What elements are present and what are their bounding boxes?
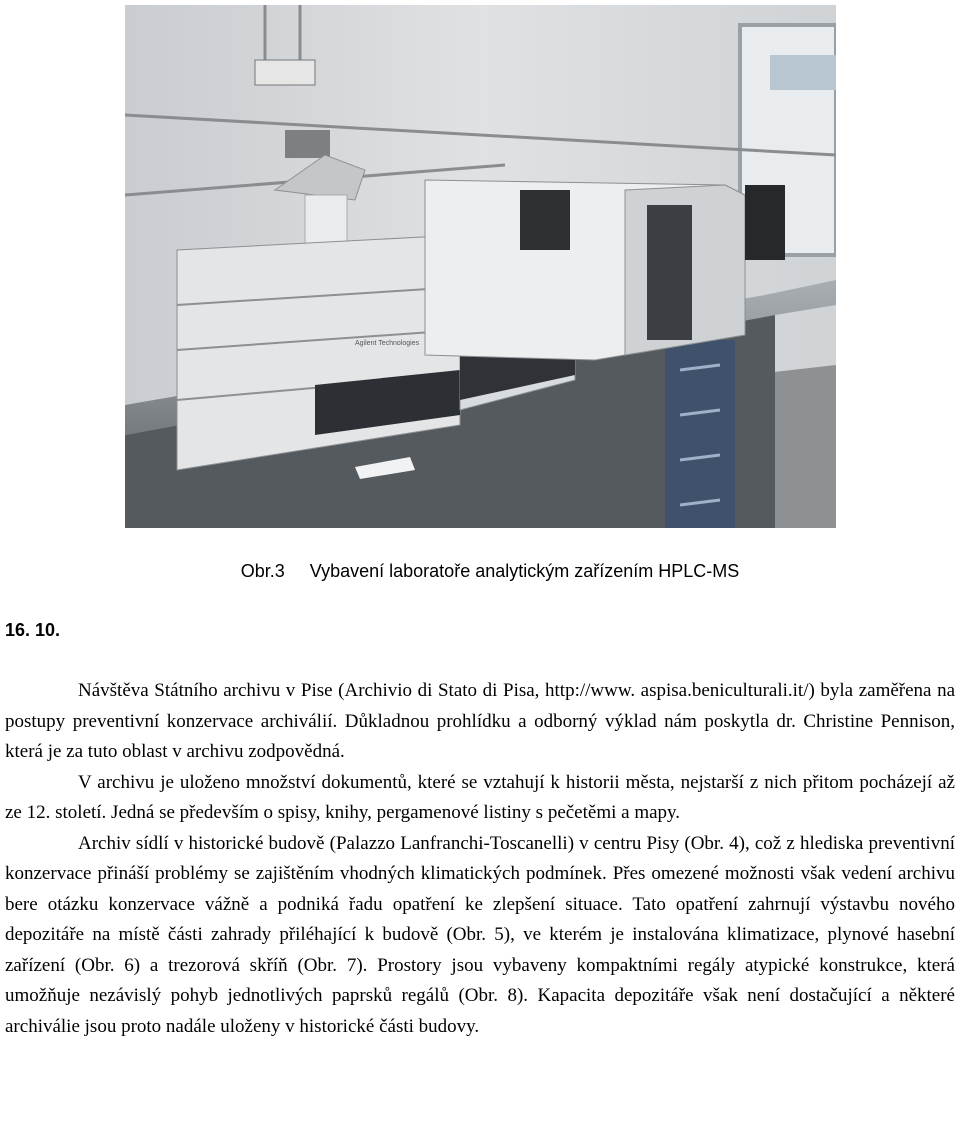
caption-label: Obr.3 [240,561,285,581]
body-text [5,676,955,1042]
lab-equipment-illustration [125,5,836,528]
caption-text: Vybavení laboratoře analytickým zařízením HPLC-MS [309,561,740,581]
paragraph-visit: Návštěva Státního archivu v Pise (Archivio di Stato di Pisa, http://www. aspisa.beniculturali.it/) byla zaměřena na postupy preventivní konzervace archiválií. Důkladnou prohlídku a odborný výklad nám poskytla dr. Christine Pennison, která je za tuto oblast v archivu zodpovědná. [5,680,955,762]
paragraph-building: Archiv sídlí v historické budově (Palazzo Lanfranchi-Toscanelli) v centru Pisy (Obr. 4), což z hlediska preventivní konzervace přináší problémy se zajištěním vhodných klimatických podmínek. Přes omezené možnosti však vedení archivu bere otázku konzervace vážně a podniká řadu opatření ke zlepšení situace. Tato opatření zahrnují výstavbu nového depozitáře na místě části zahrady přiléhající k budově (Obr. 5), ve kterém je instalována klimatizace, plynové hasební zařízení (Obr. 6) a trezorová skříň (Obr. 7). Prostory jsou vybaveny kompaktními regály atypické konstrukce, která umožňuje nezávislý pohyb jednotlivých paprsků regálů (Obr. 8). Kapacita depozitáře však není dostačující a některé archiválie jsou proto nadále uloženy v historické části budovy. [5,832,955,1037]
computer-monitor [745,185,785,260]
photo-brand-label: Agilent Technologies [355,340,420,347]
figure-caption [0,561,960,582]
paragraph-holdings: V archivu je uloženo množství dokumentů, které se vztahují k historii města, nejstarší z nich přitom pocházejí až ze 12. století. Jedná se především o spisy, knihy, pergamenové listiny s pečetěmi a mapy. [5,771,955,823]
date-heading: 16. 10. [5,620,61,640]
mass-spectrometer [425,180,745,360]
figure-photo-hplc-ms-lab [125,5,836,528]
